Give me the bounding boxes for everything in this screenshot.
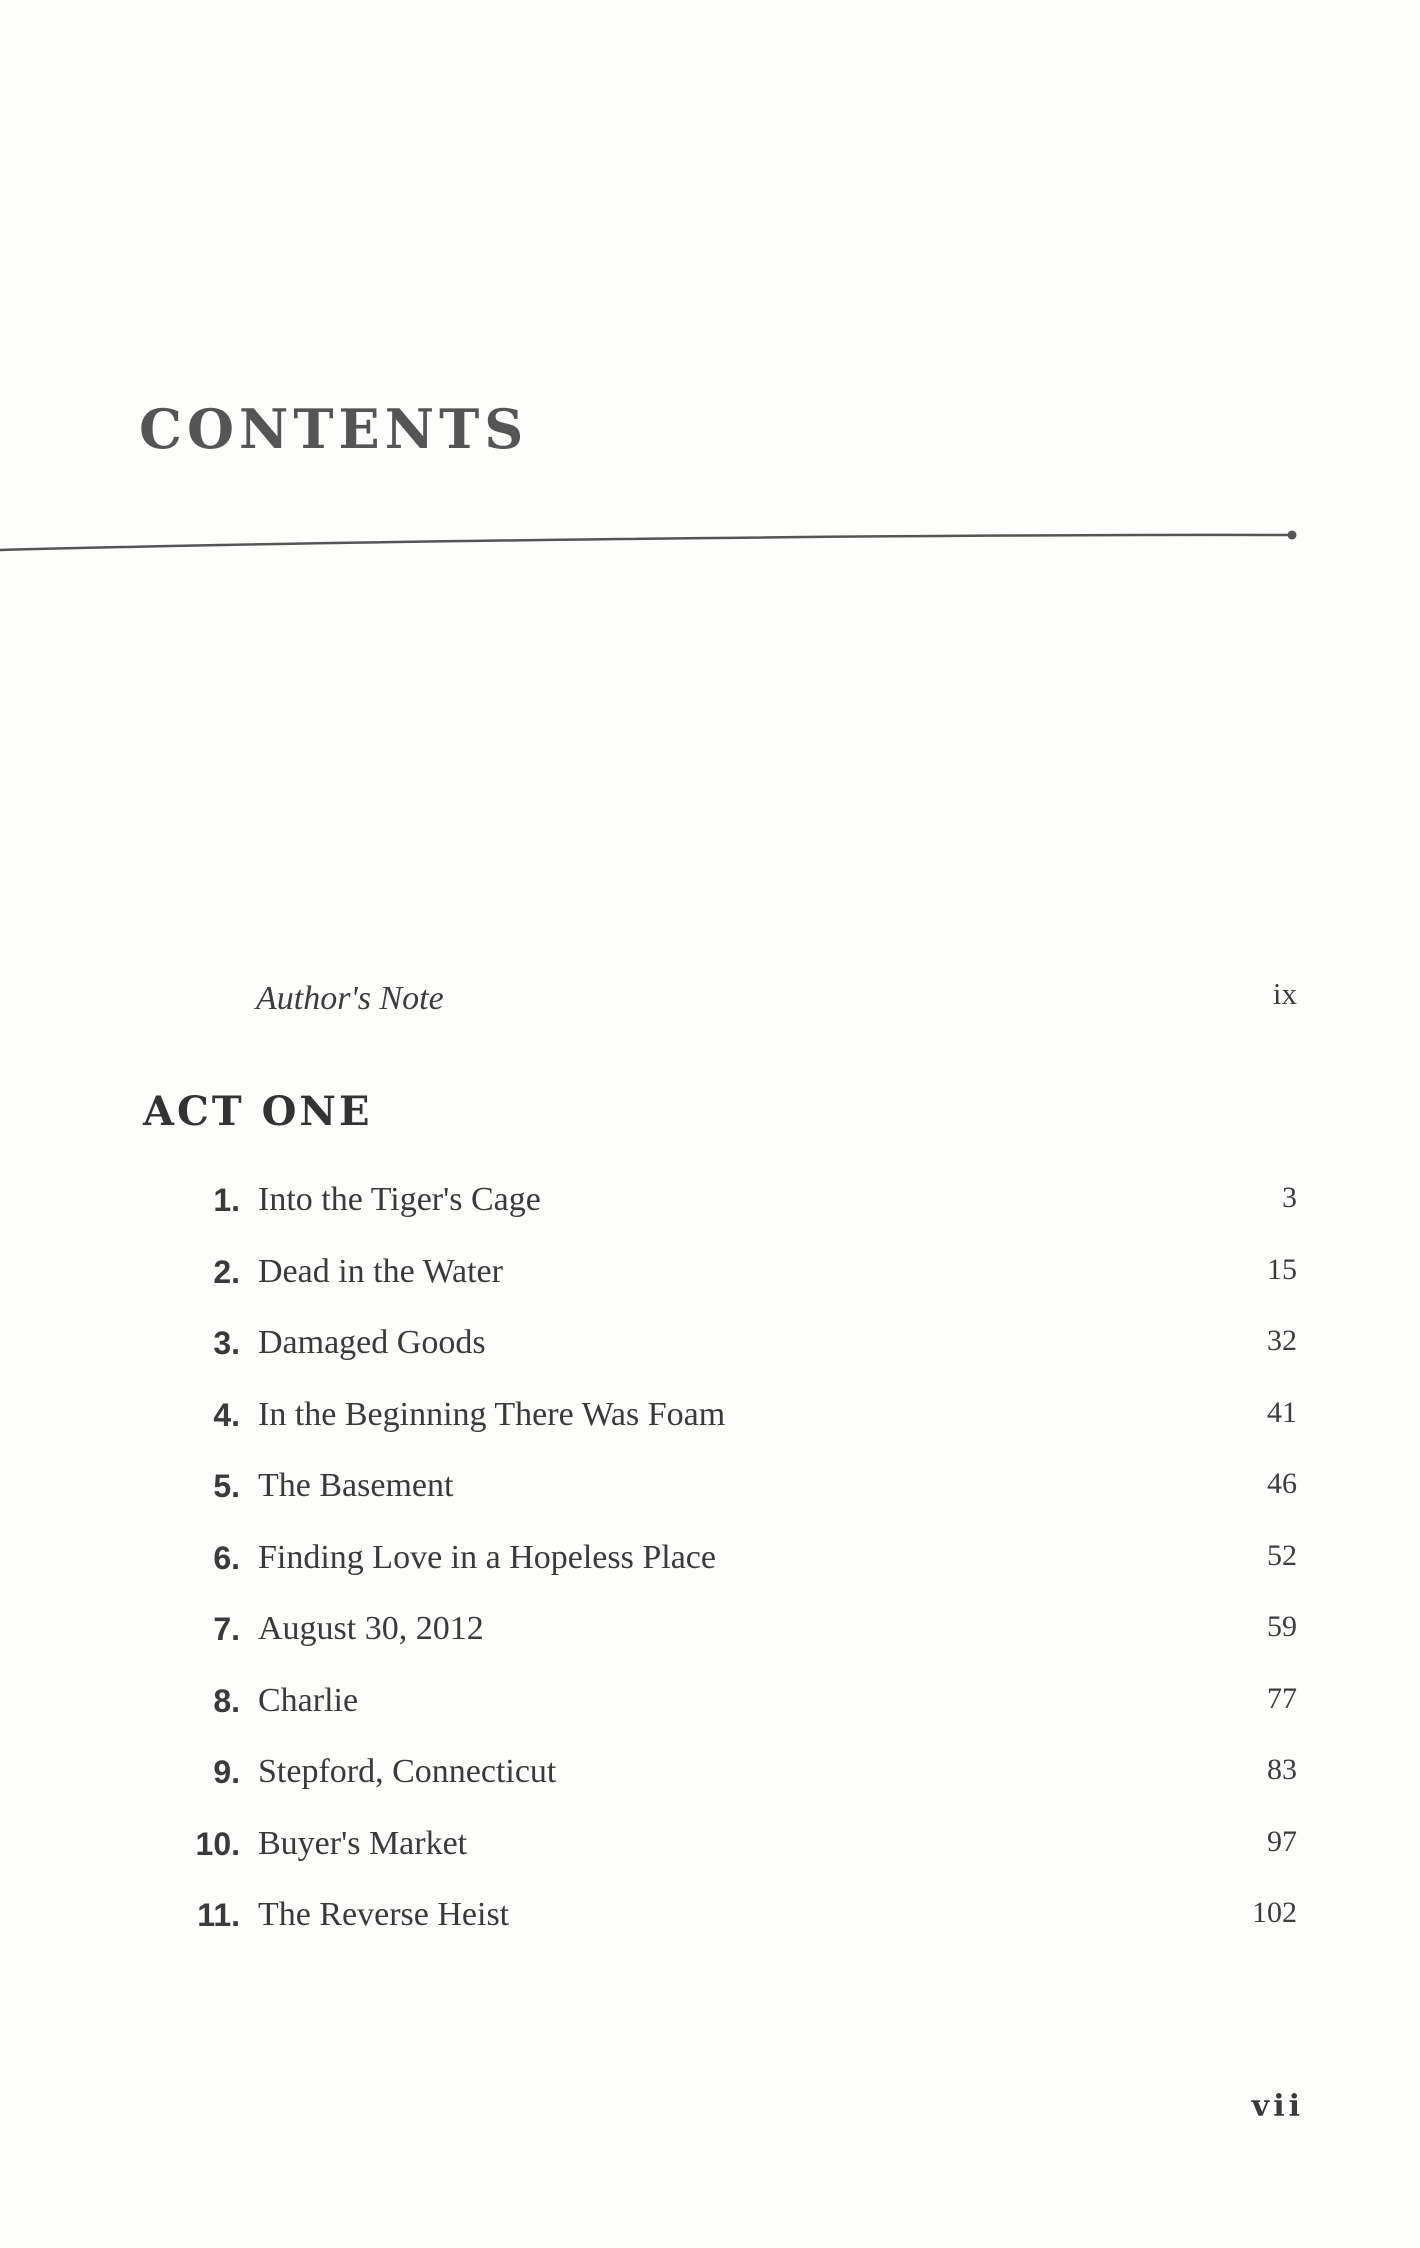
chapter-number: 9. [213, 1754, 240, 1790]
chapter-number: 10. [195, 1825, 240, 1862]
chapter-page: 97 [1267, 1824, 1297, 1858]
chapter-entry[interactable] [0, 1895, 1420, 1967]
act-heading: ACT ONE [143, 1088, 373, 1135]
chapter-title: Charlie [258, 1681, 359, 1719]
chapter-title: Buyer's Market [258, 1824, 468, 1862]
chapter-page: 15 [1267, 1252, 1297, 1286]
chapter-page: 3 [1282, 1181, 1297, 1214]
chapter-entry[interactable] [0, 1395, 1420, 1467]
chapter-number: 8. [213, 1682, 240, 1719]
chapter-number: 3. [213, 1325, 240, 1361]
chapter-title: The Reverse Heist [258, 1896, 510, 1933]
title-rule [0, 520, 1420, 560]
chapter-title: In the Beginning There Was Foam [258, 1395, 726, 1433]
page-title: CONTENTS [139, 397, 529, 461]
chapter-number: 1. [213, 1182, 240, 1218]
chapter-number: 2. [213, 1253, 240, 1290]
chapter-entry[interactable] [0, 1323, 1420, 1395]
chapter-title: Dead in the Water [258, 1252, 503, 1290]
chapter-title: Damaged Goods [258, 1324, 486, 1361]
chapter-page: 59 [1267, 1610, 1297, 1643]
chapter-page: 83 [1267, 1753, 1297, 1786]
chapter-entry[interactable] [0, 1609, 1420, 1681]
chapter-page: 52 [1267, 1538, 1297, 1572]
chapter-number: 5. [213, 1468, 240, 1504]
chapter-number: 11. [197, 1897, 240, 1933]
chapter-number: 6. [213, 1539, 240, 1576]
chapter-page: 32 [1267, 1324, 1297, 1357]
chapter-entry[interactable] [0, 1538, 1420, 1610]
chapter-title: Into the Tiger's Cage [258, 1181, 541, 1218]
chapter-page: 102 [1252, 1896, 1297, 1929]
authors-note-page: ix [1272, 976, 1297, 1011]
chapter-title: The Basement [258, 1467, 454, 1504]
chapter-title: August 30, 2012 [258, 1610, 484, 1647]
rule-end-dot [1288, 531, 1297, 540]
chapter-title: Stepford, Connecticut [258, 1753, 557, 1790]
chapter-number: 4. [213, 1396, 240, 1433]
chapter-entry[interactable] [0, 1824, 1420, 1896]
page-folio: vii [1251, 2089, 1304, 2124]
chapter-number: 7. [213, 1611, 240, 1647]
rule-line [0, 535, 1290, 550]
chapter-entry[interactable] [0, 1252, 1420, 1324]
authors-note-label[interactable]: Author's Note [256, 980, 444, 1017]
chapter-page: 46 [1267, 1467, 1297, 1500]
chapter-entry[interactable] [0, 1681, 1420, 1753]
chapter-entry[interactable] [0, 1180, 1420, 1252]
chapter-list [0, 1180, 1420, 1967]
chapter-page: 77 [1267, 1681, 1297, 1715]
chapter-entry[interactable] [0, 1466, 1420, 1538]
chapter-entry[interactable] [0, 1752, 1420, 1824]
chapter-page: 41 [1267, 1395, 1297, 1429]
chapter-title: Finding Love in a Hopeless Place [258, 1538, 716, 1576]
